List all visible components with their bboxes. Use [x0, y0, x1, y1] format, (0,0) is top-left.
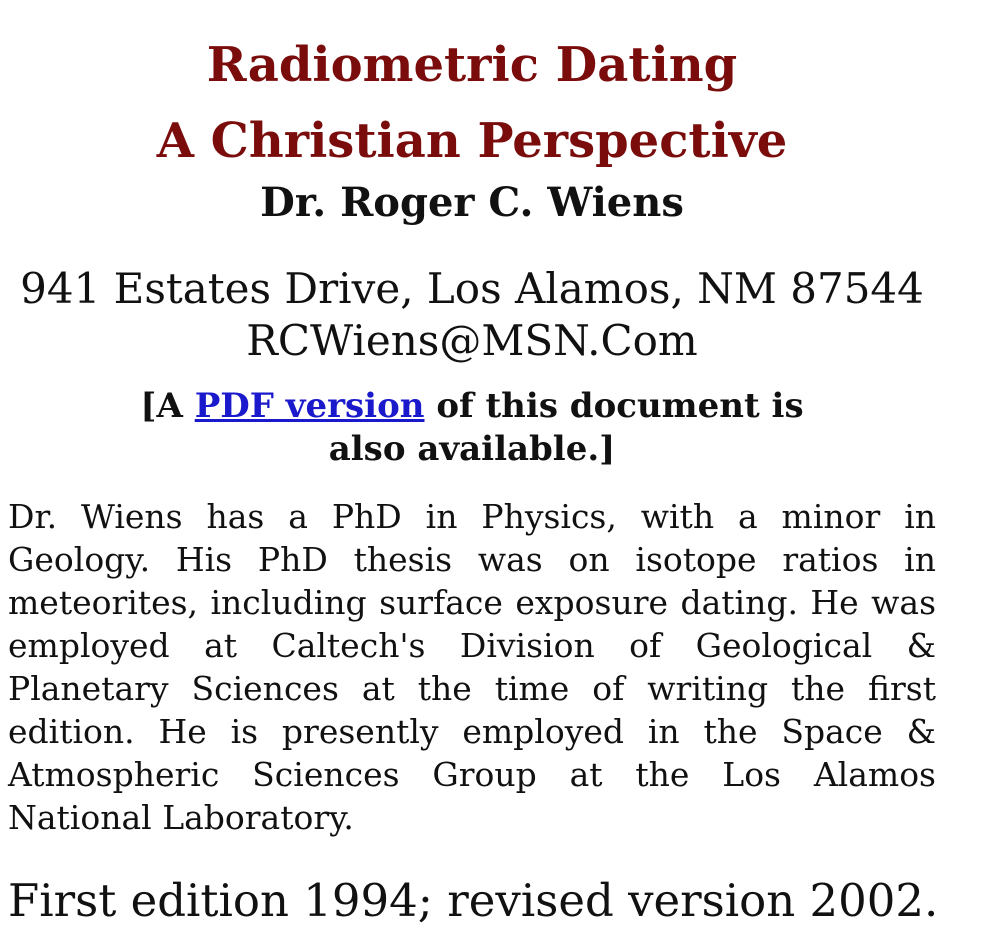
contact-block — [8, 263, 936, 367]
pdf-version-note — [8, 385, 936, 471]
document-page — [8, 0, 939, 930]
author-name: Dr. Roger C. Wiens — [260, 179, 684, 226]
title-block — [8, 27, 936, 231]
edition-info: First edition 1994; revised version 2002. — [8, 874, 939, 927]
author-bio: Dr. Wiens has a PhD in Physics, with a minor in Geology. His PhD thesis was on isotope ratios in meteorites, including surface exposure dating. He was employed at Caltech's Division of Geological & Planetary Sciences at the time of writing the first edition. He is presently employed in the Space & Atmospheric Sciences Group at the Los Alamos National Laboratory. — [8, 497, 936, 837]
email-address: RCWiens@MSN.Com — [246, 316, 698, 365]
title-line-1: Radiometric Dating — [206, 37, 738, 93]
pdf-note-suffix: of this document is also available.] — [328, 386, 804, 469]
pdf-note-prefix: [A — [140, 386, 195, 426]
postal-address: 941 Estates Drive, Los Alamos, NM 87544 — [20, 264, 924, 313]
title-line-2: A Christian Perspective — [156, 113, 788, 169]
page-title — [8, 27, 936, 179]
pdf-version-link[interactable]: PDF version — [194, 386, 425, 426]
